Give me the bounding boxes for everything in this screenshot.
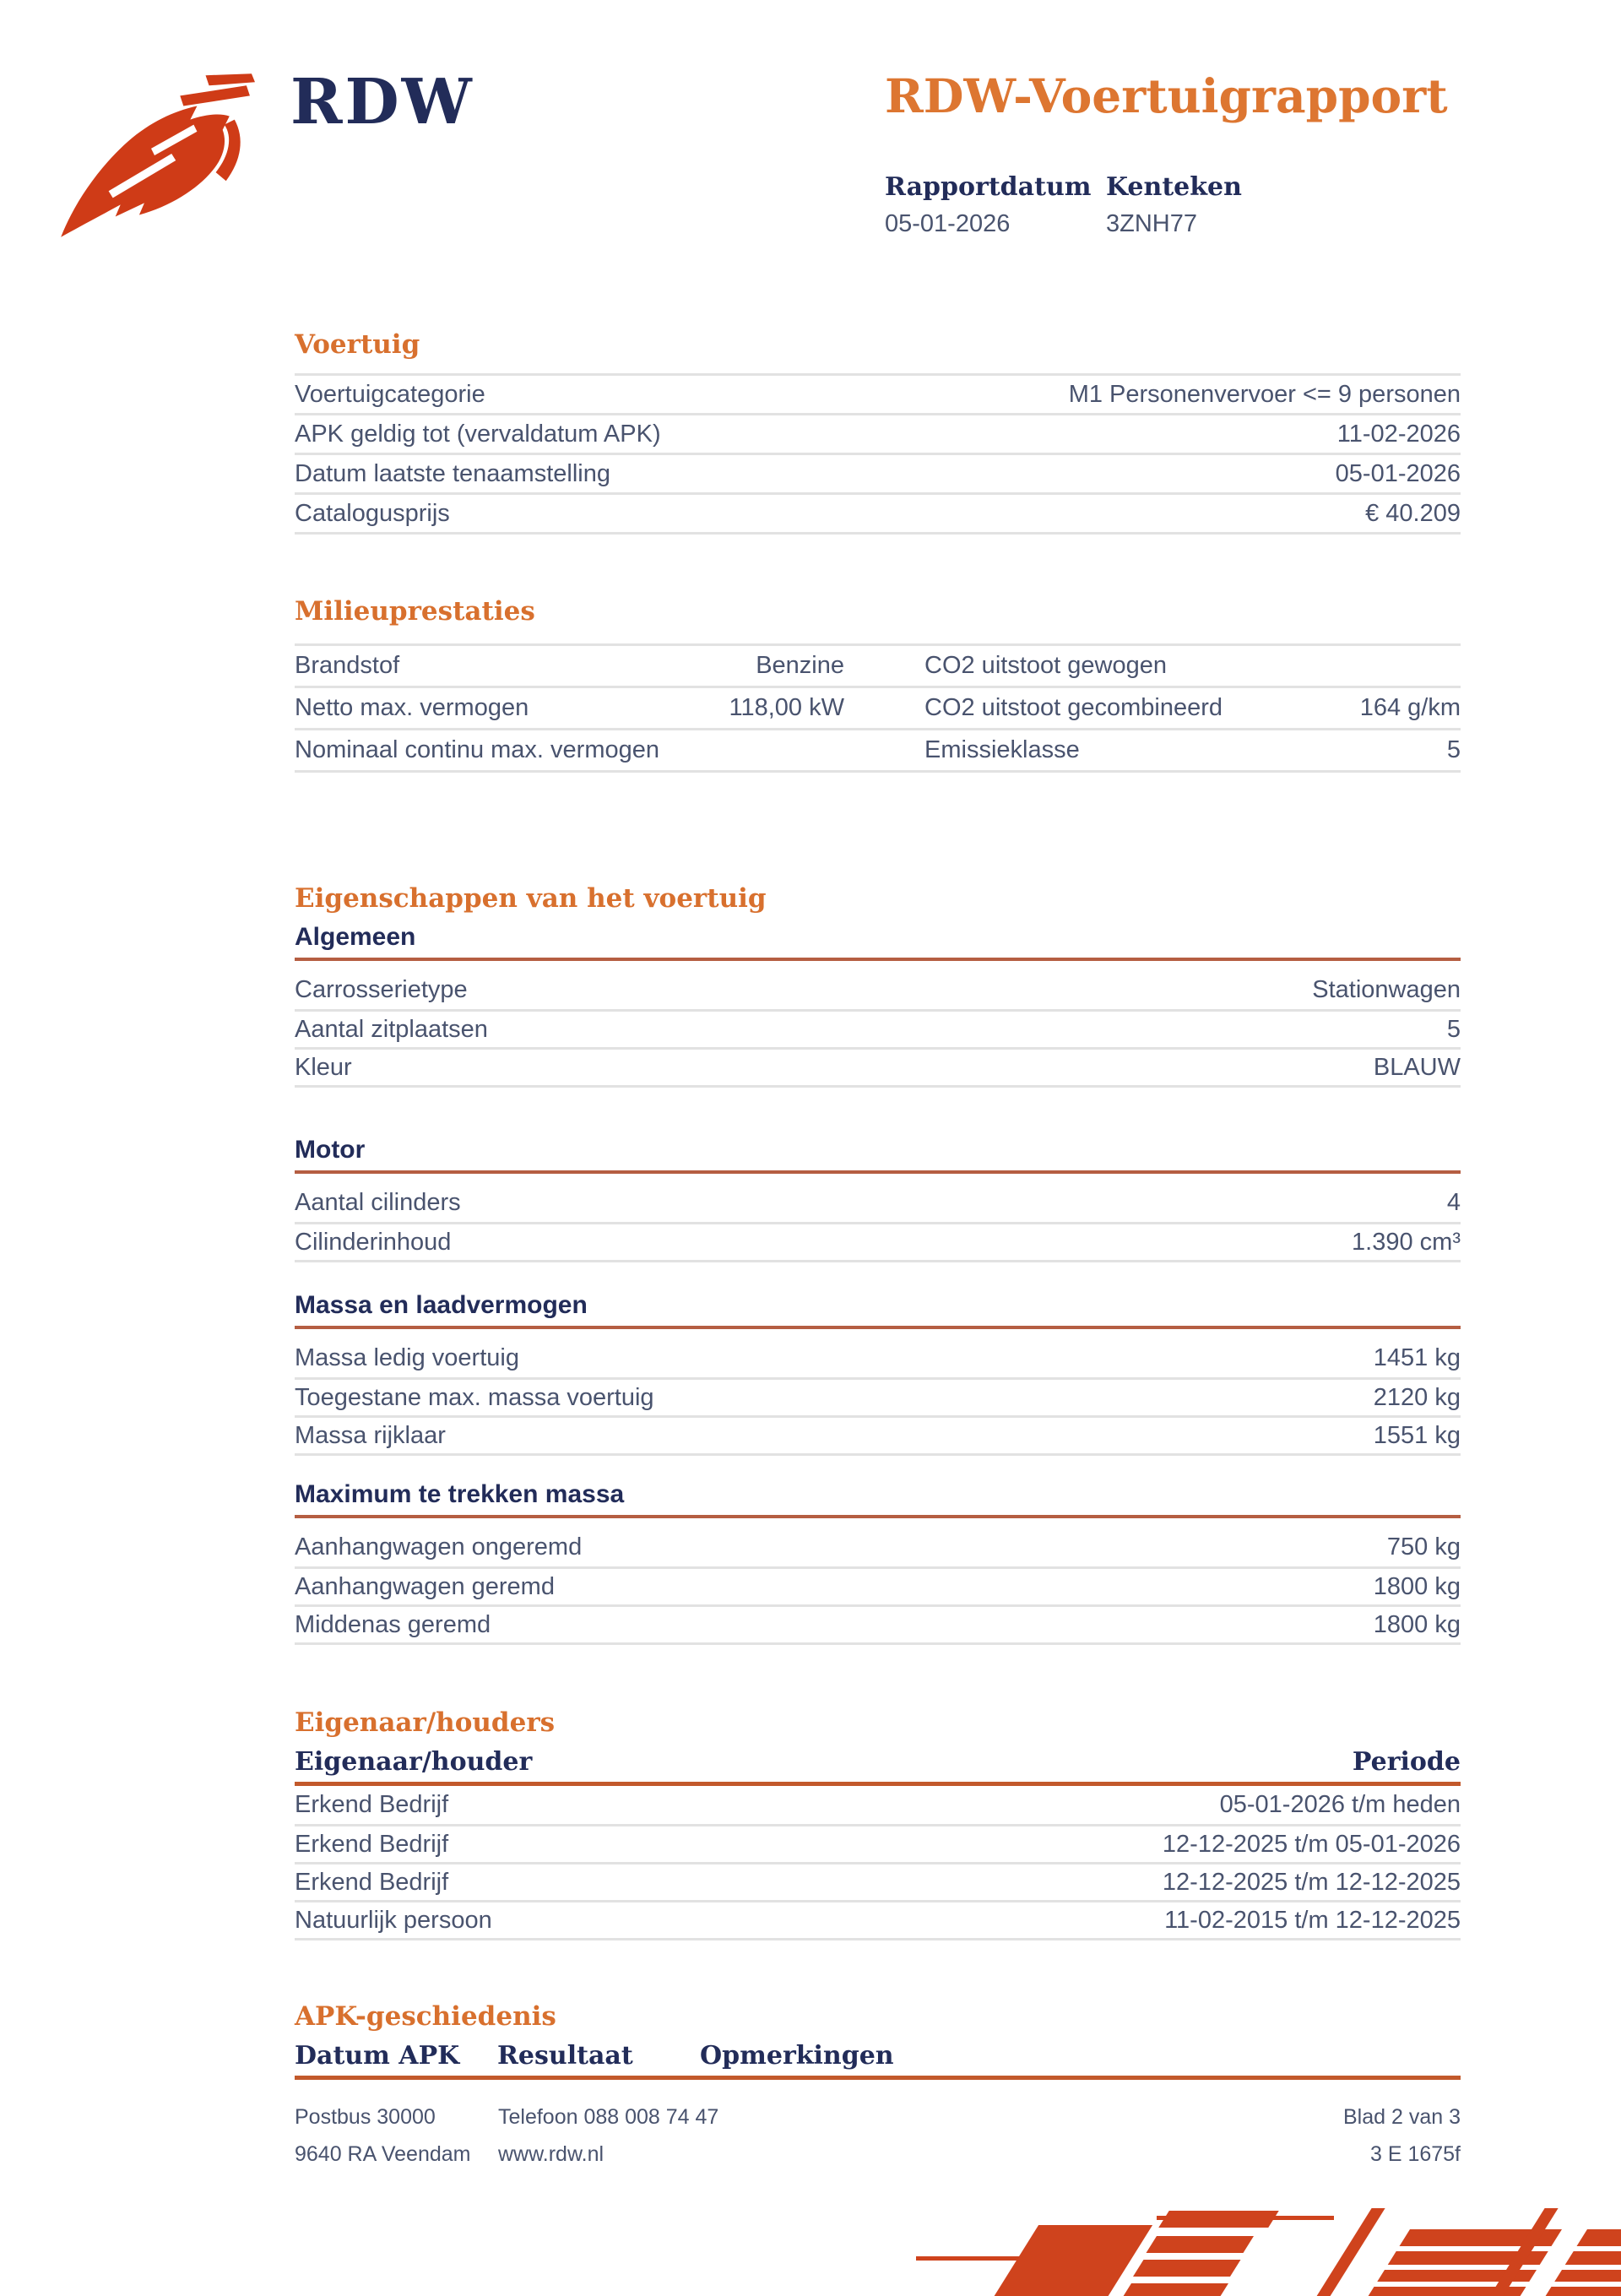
table-row [295,686,1461,728]
row-value: 118,00 kW [729,694,844,721]
row-label: Netto max. vermogen [295,694,529,721]
row-label: Middenas geremd [295,1610,491,1638]
owner-cell: Erkend Bedrijf [295,1791,449,1818]
footer-row [295,2141,1461,2167]
row-label: Massa ledig voertuig [295,1344,519,1371]
row-label: Cilinderinhoud [295,1228,452,1256]
subsection-title: Maximum te trekken massa [295,1480,625,1508]
row-value: 164 g/km [1359,694,1461,721]
owner-cell: Erkend Bedrijf [295,1868,449,1896]
row-label: Catalogusprijs [295,499,450,527]
table-row [295,1862,1461,1900]
row-label: Nominaal continu max. vermogen [295,736,659,763]
table-row [295,1377,1461,1415]
voertuig-table [295,373,1461,535]
page-footer [295,2104,1461,2179]
footer-form-code: 3 E 1675f [1369,2142,1461,2166]
period-column-header: Periode [1352,1747,1461,1777]
section-apk-geschiedenis [295,2000,1461,2080]
license-plate-label: Kenteken [1106,172,1242,202]
subsection-title: Motor [295,1136,366,1164]
row-label: Aanhangwagen ongeremd [295,1533,583,1561]
row-left-cell [295,736,844,764]
row-label: Brandstof [295,652,400,679]
owner-cell: Erkend Bedrijf [295,1830,449,1858]
section-title: APK-geschiedenis [295,2001,556,2032]
motor-table [295,1184,1461,1262]
algemeen-table [295,971,1461,1088]
section-title: Eigenaar/houders [295,1707,556,1738]
row-value: Stationwagen [1312,976,1461,1003]
row-label: Emissieklasse [924,736,1080,763]
row-right-cell [924,736,1461,764]
row-label: Massa rijklaar [295,1421,446,1449]
rdw-wordmark: RDW [290,66,474,138]
section-eigenaar-houders [295,1706,1461,1940]
apk-result-column-header: Resultaat [497,2041,633,2071]
table-row [295,1222,1461,1260]
page-title: RDW-Voertuigrapport [885,68,1448,123]
table-row [295,1047,1461,1085]
license-plate-value: 3ZNH77 [1106,210,1197,237]
row-value: 1800 kg [1373,1610,1461,1638]
row-value: 05-01-2026 [1335,459,1461,487]
section-title: Voertuig [295,329,420,360]
eigenaar-table [295,1786,1461,1940]
report-date-label: Rapportdatum [885,172,1092,202]
row-label: Toegestane max. massa voertuig [295,1383,654,1411]
row-label: CO2 uitstoot gewogen [924,652,1167,679]
subsection-massa [295,1290,1461,1456]
table-row [295,1566,1461,1604]
row-left-cell [295,694,844,722]
table-row [295,492,1461,532]
footer-website: www.rdw.nl [498,2142,604,2166]
row-value: 11-02-2026 [1336,420,1461,448]
row-label: Carrosserietype [295,976,468,1003]
table-row [295,413,1461,453]
row-value: 4 [1446,1189,1461,1216]
row-label: CO2 uitstoot gecombineerd [924,694,1223,721]
row-value: € 40.209 [1365,499,1461,527]
row-value: BLAUW [1373,1053,1461,1081]
row-value: 1551 kg [1373,1421,1461,1449]
footer-phone: Telefoon 088 008 74 47 [498,2105,719,2129]
owner-cell: Natuurlijk persoon [295,1906,492,1934]
footer-city: 9640 RA Veendam [295,2142,471,2166]
table-row [295,1824,1461,1862]
row-label: Kleur [295,1053,352,1081]
period-cell: 11-02-2015 t/m 12-12-2025 [1164,1906,1461,1934]
trekken-table [295,1528,1461,1645]
massa-table [295,1339,1461,1456]
table-row [295,373,1461,413]
row-label: Datum laatste tenaamstelling [295,459,610,487]
row-label: APK geldig tot (vervaldatum APK) [295,420,661,448]
milieu-table [295,643,1461,773]
row-value: M1 Personenvervoer <= 9 personen [1068,380,1461,408]
row-label: Aanhangwagen geremd [295,1572,555,1600]
footer-row [295,2104,1461,2130]
apk-table-header [295,2038,1461,2071]
row-value: 1800 kg [1373,1572,1461,1600]
table-row [295,1786,1461,1824]
section-eigenschappen [295,882,1461,915]
subsection-title: Massa en laadvermogen [295,1291,588,1319]
apk-date-column-header: Datum APK [295,2041,460,2071]
table-row [295,1900,1461,1938]
row-value: 1.390 cm³ [1352,1228,1461,1256]
row-label: Aantal cilinders [295,1189,461,1216]
table-row [295,1184,1461,1222]
period-cell: 05-01-2026 t/m heden [1219,1791,1461,1818]
subsection-motor [295,1135,1461,1262]
row-value: 5 [1446,736,1461,763]
row-value: 750 kg [1386,1533,1461,1561]
row-value: Benzine [756,652,844,679]
row-right-cell [924,652,1461,680]
section-title: Milieuprestaties [295,596,535,627]
subsection-maximum-trekken [295,1479,1461,1645]
period-cell: 12-12-2025 t/m 05-01-2026 [1162,1830,1461,1858]
subsection-rule [295,1326,1461,1329]
rdw-feather-logo-icon [44,73,257,245]
report-date-block [885,172,1106,238]
section-title: Eigenschappen van het voertuig [295,883,767,914]
owner-column-header: Eigenaar/houder [295,1747,533,1777]
table-row [295,453,1461,492]
table-row [295,1528,1461,1566]
row-value: 1451 kg [1373,1344,1461,1371]
table-header-rule [295,2076,1461,2080]
table-row [295,728,1461,770]
period-cell: 12-12-2025 t/m 12-12-2025 [1162,1868,1461,1896]
subsection-rule [295,1515,1461,1518]
subsection-title: Algemeen [295,923,416,951]
row-label: Aantal zitplaatsen [295,1015,488,1043]
table-row [295,643,1461,686]
footer-postbus: Postbus 30000 [295,2105,436,2129]
apk-remarks-column-header: Opmerkingen [700,2041,894,2071]
row-right-cell [924,694,1461,722]
row-value: 5 [1446,1015,1461,1043]
license-plate-block [1106,172,1327,238]
rdw-speedlines-decoration-icon [870,2196,1621,2296]
row-value: 2120 kg [1373,1383,1461,1411]
report-meta [885,172,1327,238]
report-date-value: 05-01-2026 [885,210,1011,237]
table-row [295,1415,1461,1453]
footer-page-number: Blad 2 van 3 [1343,2105,1461,2129]
subsection-rule [295,958,1461,961]
section-voertuig [295,328,1461,535]
table-row [295,971,1461,1009]
subsection-algemeen [295,922,1461,1088]
row-label: Voertuigcategorie [295,380,485,408]
table-row [295,1009,1461,1047]
row-left-cell [295,652,844,680]
table-row [295,1604,1461,1642]
table-row [295,1339,1461,1377]
subsection-rule [295,1170,1461,1174]
eigenaar-table-header [295,1745,1461,1777]
section-milieuprestaties [295,594,1461,773]
